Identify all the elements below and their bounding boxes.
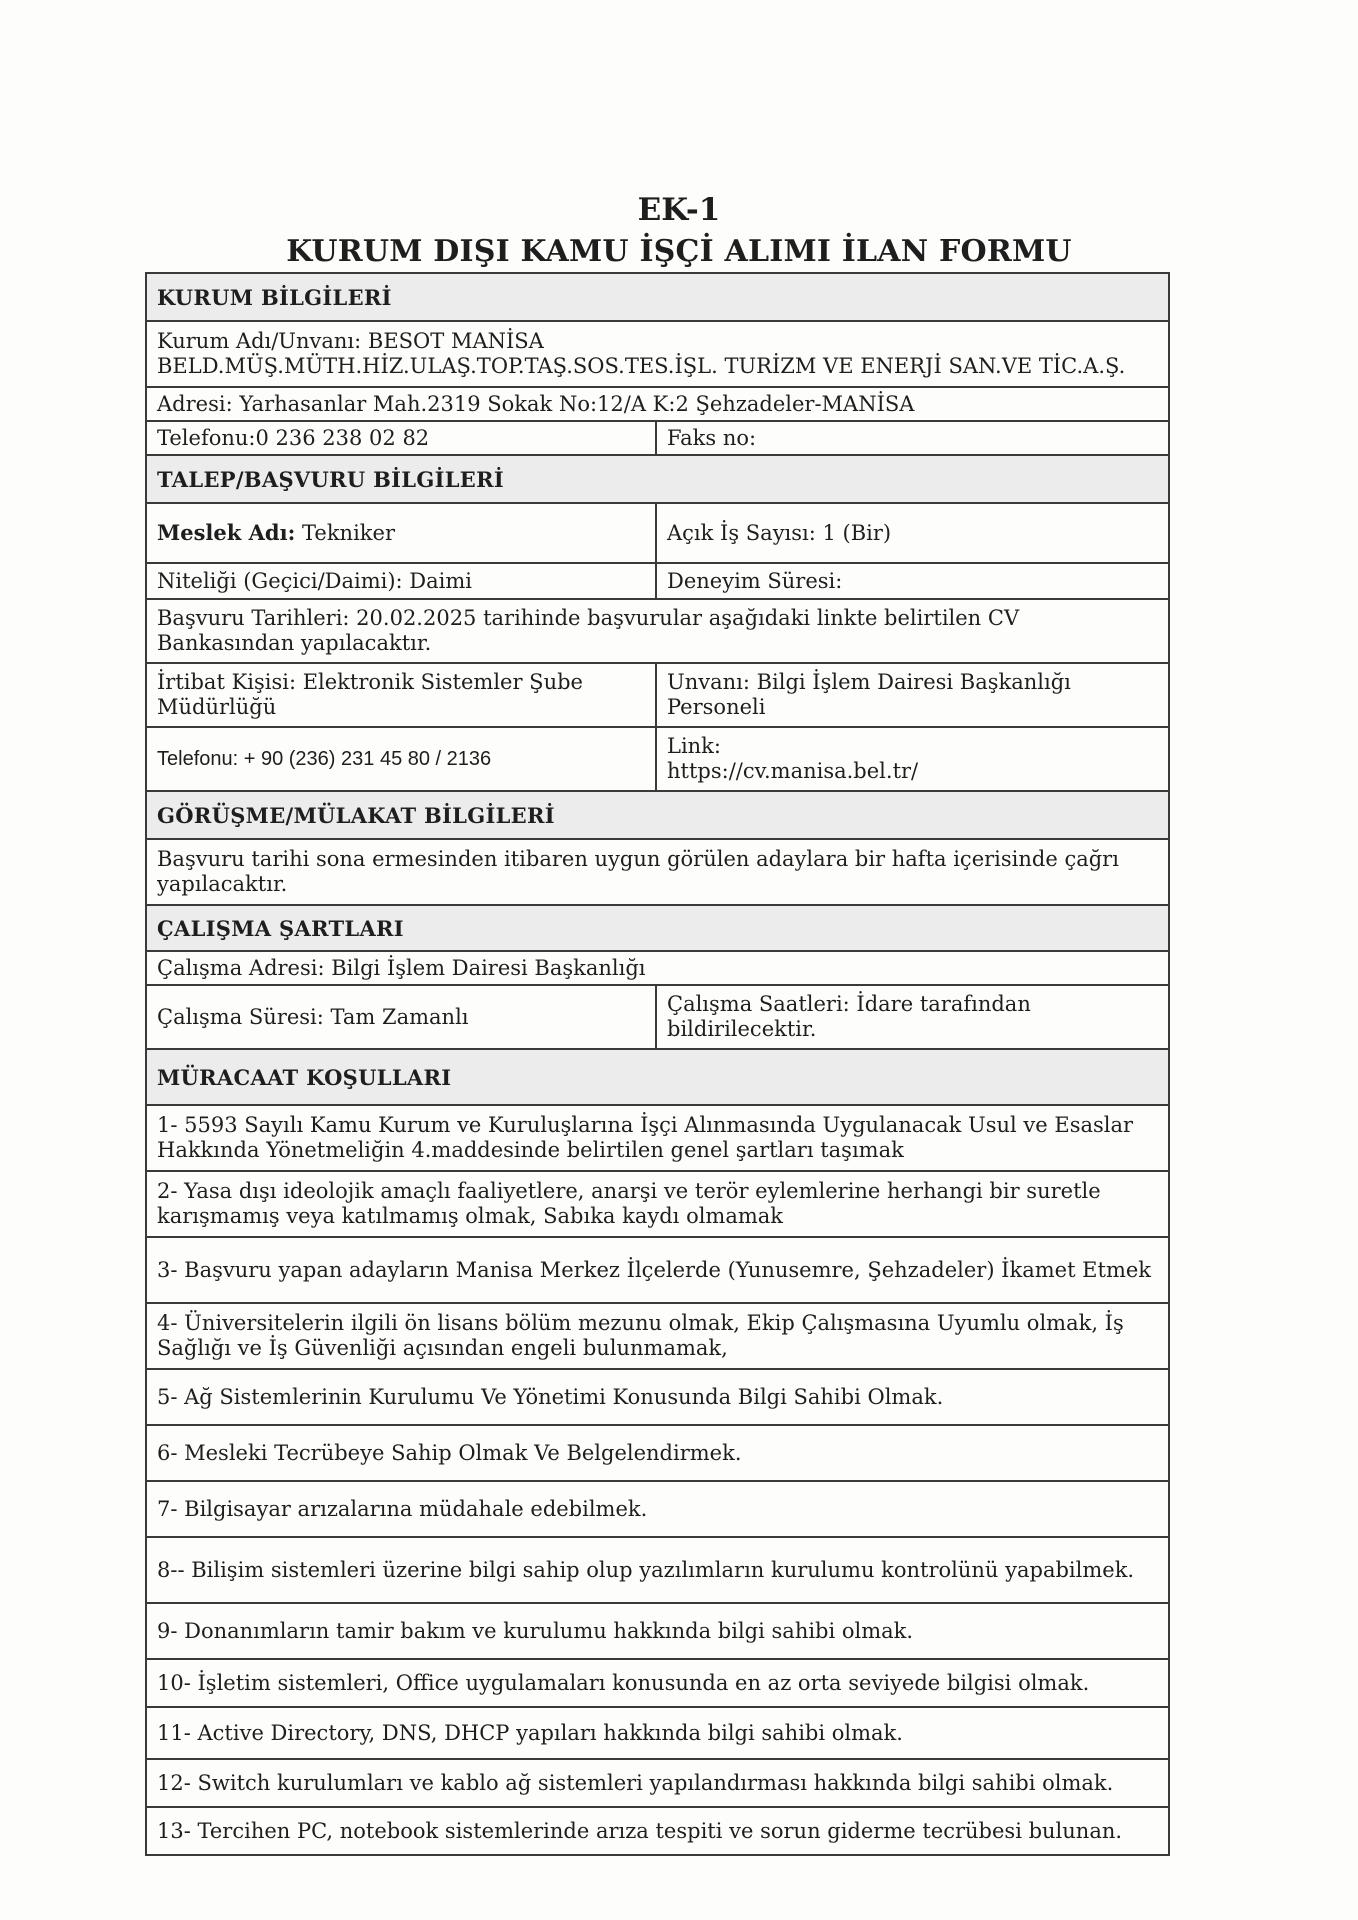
calisma-saatleri: Çalışma Saatleri: İdare tarafından bildirilecektir.	[656, 985, 1169, 1049]
calisma-adresi: Çalışma Adresi: Bilgi İşlem Dairesi Başkanlığı	[146, 951, 1169, 985]
muracaat-item: 10- İşletim sistemleri, Office uygulamaları konusunda en az orta seviyede bilgisi olmak.	[146, 1659, 1169, 1707]
muracaat-item: 6- Mesleki Tecrübeye Sahip Olmak Ve Belgelendirmek.	[146, 1425, 1169, 1481]
telefon: Telefonu: + 90 (236) 231 45 80 / 2136	[146, 727, 656, 791]
meslek-value: Tekniker	[295, 521, 395, 545]
kurum-name-line1: Kurum Adı/Unvanı: BESOT MANİSA	[157, 329, 544, 353]
muracaat-item: 12- Switch kurulumları ve kablo ağ sistemleri yapılandırması hakkında bilgi sahibi olmak.	[146, 1759, 1169, 1807]
muracaat-item: 7- Bilgisayar arızalarına müdahale edebilmek.	[146, 1481, 1169, 1537]
meslek-label: Meslek Adı:	[157, 520, 296, 545]
section-muracaat-heading: MÜRACAAT KOŞULLARI	[146, 1049, 1169, 1105]
muracaat-item: 1- 5593 Sayılı Kamu Kurum ve Kuruluşlarına İşçi Alınmasında Uygulanacak Usul ve Esaslar Hakkında Yönetmeliğin 4.maddesinde belirtilen genel şartları taşımak	[146, 1105, 1169, 1171]
muracaat-item: 9- Donanımların tamir bakım ve kurulumu hakkında bilgi sahibi olmak.	[146, 1603, 1169, 1659]
muracaat-item: 8-- Bilişim sistemleri üzerine bilgi sahip olup yazılımların kurulumu kontrolünü yapabilmek.	[146, 1537, 1169, 1603]
section-talep-heading: TALEP/BAŞVURU BİLGİLERİ	[146, 455, 1169, 503]
calisma-suresi: Çalışma Süresi: Tam Zamanlı	[146, 985, 656, 1049]
kurum-phone: Telefonu:0 236 238 02 82	[146, 421, 656, 455]
link-cell	[656, 727, 1169, 791]
gorusme-text: Başvuru tarihi sona ermesinden itibaren uygun görülen adaylara bir hafta içerisinde çağrı yapılacaktır.	[146, 839, 1169, 905]
document-header	[0, 190, 1358, 274]
section-kurum-heading: KURUM BİLGİLERİ	[146, 273, 1169, 321]
cv-link[interactable]: https://cv.manisa.bel.tr/	[667, 759, 919, 783]
form-title: KURUM DIŞI KAMU İŞÇİ ALIMI İLAN FORMU	[286, 234, 1072, 269]
form-table	[145, 272, 1170, 1856]
section-calisma-heading: ÇALIŞMA ŞARTLARI	[146, 905, 1169, 951]
muracaat-item: 4- Üniversitelerin ilgili ön lisans bölüm mezunu olmak, Ekip Çalışmasına Uyumlu olmak, İş Sağlığı ve İş Güvenliği açısından engeli bulunmamak,	[146, 1303, 1169, 1369]
basvuru-tarihleri: Başvuru Tarihleri: 20.02.2025 tarihinde başvurular aşağıdaki linkte belirtilen CV Bankasından yapılacaktır.	[146, 599, 1169, 663]
annex-label: EK-1	[637, 192, 721, 228]
deneyim-suresi: Deneyim Süresi:	[656, 563, 1169, 599]
kurum-name-line2: BELD.MÜŞ.MÜTH.HİZ.ULAŞ.TOP.TAŞ.SOS.TES.İŞL. TURİZM VE ENERJİ SAN.VE TİC.A.Ş.	[157, 354, 1126, 378]
muracaat-item: 2- Yasa dışı ideolojik amaçlı faaliyetlere, anarşi ve terör eylemlerine herhangi bir suretle karışmamış veya katılmamış olmak, Sabıka kaydı olmamak	[146, 1171, 1169, 1237]
kurum-fax: Faks no:	[656, 421, 1169, 455]
niteligi: Niteliği (Geçici/Daimi): Daimi	[146, 563, 656, 599]
muracaat-item: 5- Ağ Sistemlerinin Kurulumu Ve Yönetimi Konusunda Bilgi Sahibi Olmak.	[146, 1369, 1169, 1425]
section-gorusme-heading: GÖRÜŞME/MÜLAKAT BİLGİLERİ	[146, 791, 1169, 839]
acik-is-sayisi: Açık İş Sayısı: 1 (Bir)	[656, 503, 1169, 563]
kurum-address: Adresi: Yarhasanlar Mah.2319 Sokak No:12/A K:2 Şehzadeler-MANİSA	[146, 387, 1169, 421]
irtibat-kisisi: İrtibat Kişisi: Elektronik Sistemler Şube Müdürlüğü	[146, 663, 656, 727]
muracaat-item: 11- Active Directory, DNS, DHCP yapıları hakkında bilgi sahibi olmak.	[146, 1707, 1169, 1759]
link-label: Link:	[667, 734, 721, 758]
kurum-name	[146, 321, 1169, 387]
meslek-adi	[146, 503, 656, 563]
unvan: Unvanı: Bilgi İşlem Dairesi Başkanlığı Personeli	[656, 663, 1169, 727]
muracaat-item: 13- Tercihen PC, notebook sistemlerinde arıza tespiti ve sorun giderme tecrübesi bulunan.	[146, 1807, 1169, 1855]
muracaat-item: 3- Başvuru yapan adayların Manisa Merkez İlçelerde (Yunusemre, Şehzadeler) İkamet Etmek	[146, 1237, 1169, 1303]
